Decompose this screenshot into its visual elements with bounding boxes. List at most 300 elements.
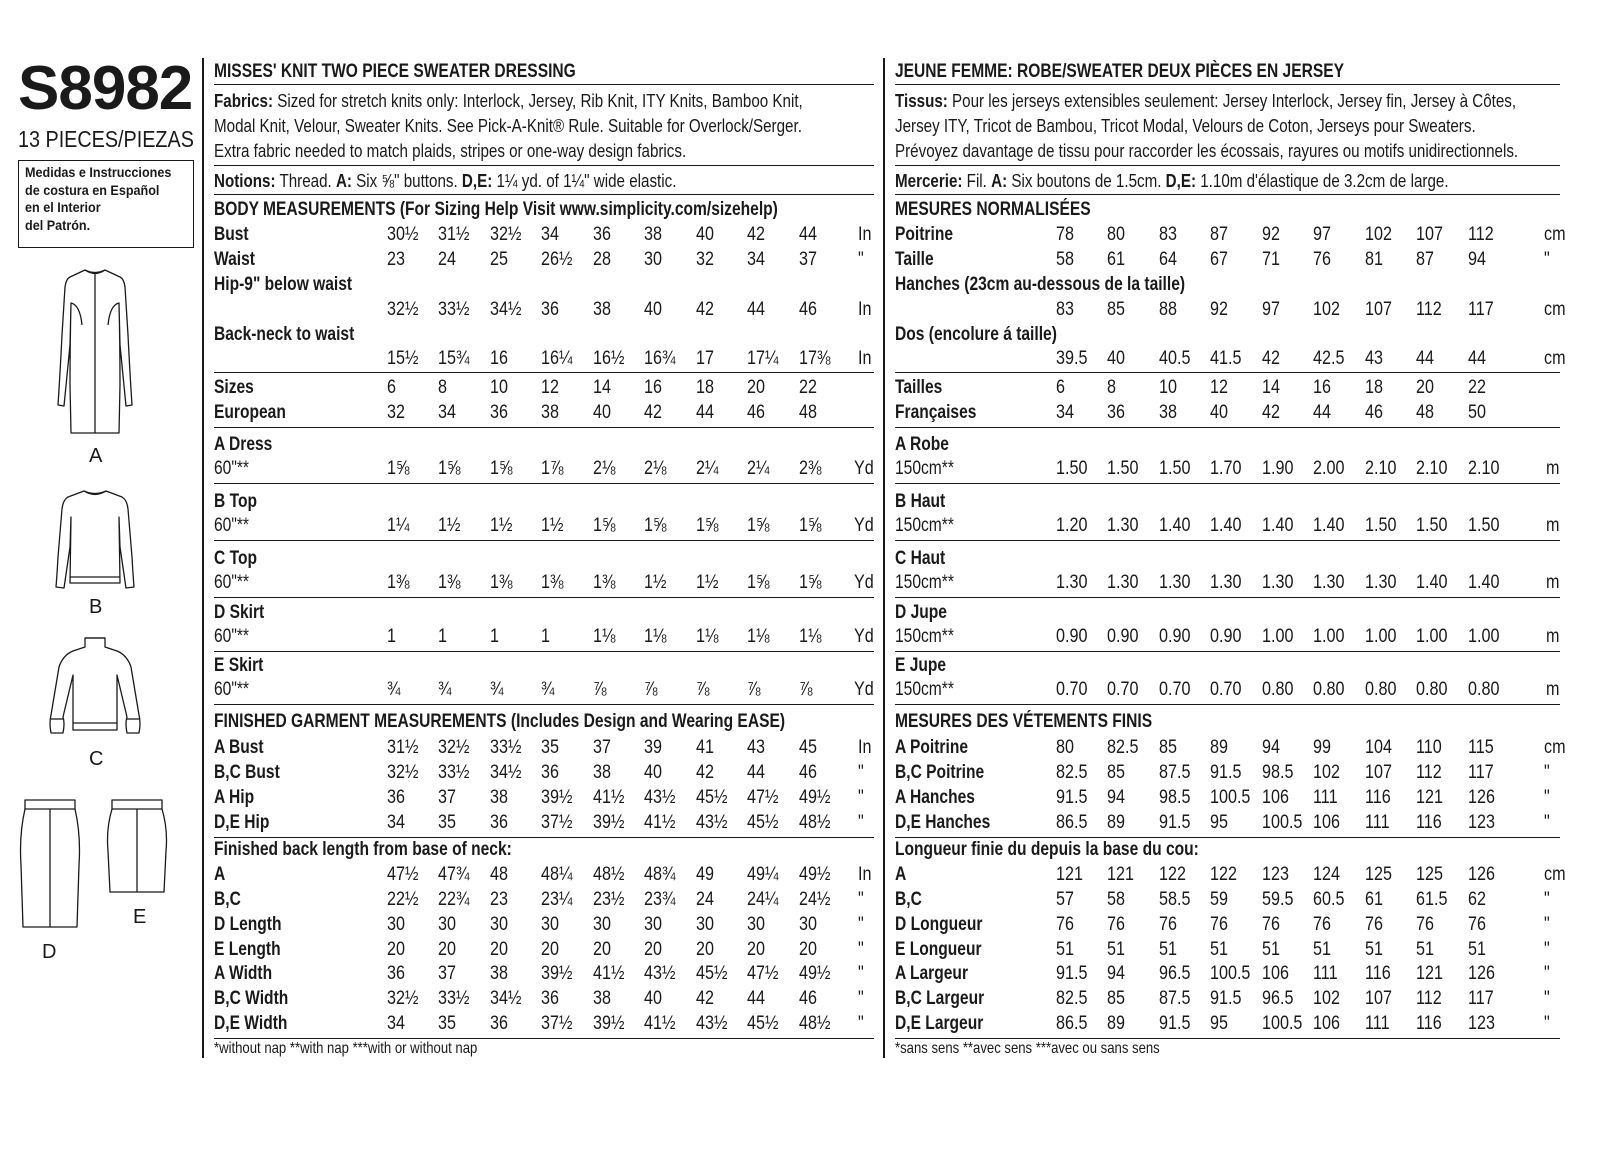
divider-rule [214, 165, 874, 166]
yardage-value: 1⅜ [593, 572, 616, 593]
row-label: European [214, 402, 286, 423]
cell-value: 36 [541, 299, 559, 320]
cell-value: 35 [438, 1013, 456, 1034]
cell-value: 76 [1468, 914, 1486, 935]
cell-value: 121 [1416, 963, 1443, 984]
cell-value: 61 [1107, 249, 1125, 270]
cell-value: 111 [1365, 1013, 1390, 1034]
cell-value: 16 [490, 348, 508, 369]
cell-value: 126 [1468, 864, 1495, 885]
yardage-fabric-width: 150cm** [895, 515, 954, 536]
yardage-value: 2.10 [1365, 458, 1397, 479]
yardage-value: 1.40 [1468, 572, 1500, 593]
cell-value: 43 [1365, 348, 1383, 369]
yardage-value: 0.80 [1262, 679, 1294, 700]
row-label: A [214, 864, 226, 885]
cell-value: 20 [438, 939, 456, 960]
notions-a-text: Six boutons de 1.5cm. [1007, 170, 1166, 191]
row-label: Sizes [214, 377, 254, 398]
yardage-value: 1 [541, 626, 550, 647]
yardage-value: 1.30 [1210, 572, 1242, 593]
view-label-e: E [133, 906, 147, 928]
cell-value: 40.5 [1159, 348, 1191, 369]
divider-rule [895, 597, 1560, 598]
cell-value: 126 [1468, 963, 1495, 984]
spanish-note-line: Medidas e Instrucciones [25, 164, 172, 180]
yardage-value: 1½ [541, 515, 564, 536]
yardage-value: 2¼ [747, 458, 770, 479]
notions-a-label: A: [335, 170, 352, 191]
cell-value: 17⅜ [799, 348, 831, 369]
unit-label: " [1544, 963, 1550, 984]
notions-de-label: D,E: [1165, 170, 1197, 191]
cell-value: 30 [387, 914, 405, 935]
pieces-count: 13 PIECES/PIEZAS [18, 126, 194, 152]
cell-value: 58 [1107, 889, 1125, 910]
cell-value: 37½ [541, 1013, 573, 1034]
row-label: E Length [214, 939, 281, 960]
cell-value: 49½ [799, 864, 831, 885]
cell-value: 28 [593, 249, 611, 270]
yardage-value: 1⅝ [747, 515, 770, 536]
row-label: A Width [214, 963, 273, 984]
cell-value: 85 [1107, 988, 1125, 1009]
fabrics-line [895, 113, 1518, 138]
cell-value: 96.5 [1262, 988, 1294, 1009]
cell-value: 98.5 [1159, 787, 1191, 808]
cell-value: 45½ [747, 812, 779, 833]
cell-value: 97 [1262, 299, 1280, 320]
notions-text: Fil. [962, 170, 992, 191]
cell-value: 102 [1313, 988, 1340, 1009]
fabrics-paragraph [214, 88, 803, 163]
cell-value: 49¼ [747, 864, 779, 885]
cell-value: 14 [1262, 377, 1280, 398]
cell-value: 32½ [438, 737, 470, 758]
cell-value: 42 [1262, 348, 1280, 369]
row-label: B,C Width [214, 988, 289, 1009]
pattern-number: S8982 [18, 54, 193, 123]
unit-label: In [858, 348, 872, 369]
yardage-value: 1 [438, 626, 447, 647]
cell-value: 16¼ [541, 348, 573, 369]
yardage-value: ¾ [541, 679, 555, 700]
row-label: Bust [214, 224, 249, 245]
row-label: E Longueur [895, 939, 982, 960]
yardage-value: 1 [490, 626, 499, 647]
row-label: Tailles [895, 377, 943, 398]
cell-value: 58.5 [1159, 889, 1191, 910]
yardage-value: 1.50 [1159, 458, 1191, 479]
cell-value: 39.5 [1056, 348, 1088, 369]
cell-value: 115 [1468, 737, 1494, 758]
cell-value: 125 [1416, 864, 1443, 885]
row-label: Poitrine [895, 224, 954, 245]
yardage-value: 0.80 [1365, 679, 1397, 700]
fabrics-text: Modal Knit, Velour, Sweater Knits. See Pick-A-Knit® Rule. Suitable for Overlock/Serger. [214, 115, 802, 136]
fabrics-line [895, 88, 1518, 113]
cell-value: 38 [593, 299, 611, 320]
unit-label: " [858, 812, 864, 833]
yardage-value: 1⅞ [541, 458, 564, 479]
row-label: Dos (encolure á taille) [895, 324, 1057, 345]
divider-rule [214, 372, 874, 373]
yardage-value: 1.20 [1056, 515, 1088, 536]
cell-value: 92 [1210, 299, 1228, 320]
yardage-value: 0.70 [1159, 679, 1191, 700]
cell-value: 12 [1210, 377, 1228, 398]
view-b-top-illustration [40, 487, 150, 595]
unit-label: cm [1544, 224, 1566, 245]
yardage-fabric-width: 150cm** [895, 626, 954, 647]
yardage-value: 1.50 [1365, 515, 1397, 536]
cell-value: 45½ [696, 787, 728, 808]
cell-value: 87.5 [1159, 762, 1191, 783]
cell-value: 48 [1416, 402, 1434, 423]
cell-value: 39½ [593, 1013, 625, 1034]
yardage-value: 1½ [438, 515, 461, 536]
cell-value: 38 [644, 224, 662, 245]
yardage-value: 1.30 [1107, 515, 1139, 536]
row-label: Waist [214, 249, 255, 270]
cell-value: 94 [1107, 963, 1125, 984]
cell-value: 48½ [799, 1013, 831, 1034]
cell-value: 37½ [541, 812, 573, 833]
yardage-fabric-width: 60"** [214, 572, 249, 593]
cell-value: 37 [438, 787, 456, 808]
yardage-value: ¾ [438, 679, 452, 700]
cell-value: 71 [1262, 249, 1280, 270]
view-a-dress-illustration [40, 265, 150, 440]
cell-value: 85 [1159, 737, 1177, 758]
divider-rule [895, 165, 1560, 166]
cell-value: 89 [1107, 1013, 1125, 1034]
yardage-value: 0.90 [1210, 626, 1242, 647]
yardage-value: 1⅝ [593, 515, 616, 536]
cell-value: 43 [747, 737, 765, 758]
yardage-view-label: A Robe [895, 434, 949, 455]
cell-value: 30½ [387, 224, 419, 245]
unit-label: " [858, 762, 864, 783]
cell-value: 49½ [799, 787, 831, 808]
cell-value: 17 [696, 348, 714, 369]
yardage-value: 1.50 [1107, 458, 1139, 479]
cell-value: 12 [541, 377, 559, 398]
cell-value: 6 [387, 377, 396, 398]
notions-paragraph [895, 168, 1449, 193]
yardage-value: 1⅝ [747, 572, 770, 593]
cell-value: 30 [644, 249, 662, 270]
yardage-value: 1.40 [1159, 515, 1191, 536]
cell-value: 42 [747, 224, 765, 245]
yardage-value: 1.00 [1365, 626, 1397, 647]
spanish-note [18, 160, 194, 248]
notions-de-label: D,E: [461, 170, 493, 191]
cell-value: 95 [1210, 812, 1228, 833]
cell-value: 20 [696, 939, 714, 960]
cell-value: 34½ [490, 988, 522, 1009]
fabrics-text: Extra fabric needed to match plaids, stripes or one-way design fabrics. [214, 140, 687, 161]
row-label: A Hip [214, 787, 255, 808]
cell-value: 87 [1210, 224, 1228, 245]
cell-value: 51 [1262, 939, 1280, 960]
cell-value: 46 [799, 299, 817, 320]
cell-value: 61 [1365, 889, 1383, 910]
cell-value: 34 [387, 1013, 405, 1034]
cell-value: 17¼ [747, 348, 779, 369]
row-label: Taille [895, 249, 934, 270]
unit-label: " [858, 889, 864, 910]
yardage-value: 1⅝ [799, 572, 822, 593]
cell-value: 31½ [387, 737, 419, 758]
divider-rule [214, 651, 874, 652]
yardage-value: 1⅝ [644, 515, 667, 536]
cell-value: 30 [644, 914, 662, 935]
cell-value: 32 [696, 249, 714, 270]
yardage-value: 1.70 [1210, 458, 1242, 479]
cell-value: 47½ [747, 963, 779, 984]
unit-label: " [1544, 939, 1550, 960]
yardage-unit: Yd [854, 679, 874, 700]
cell-value: 44 [747, 988, 765, 1009]
cell-value: 33½ [438, 762, 470, 783]
unit-label: " [1544, 988, 1550, 1009]
yardage-value: 0.80 [1313, 679, 1345, 700]
view-d-skirt-illustration [15, 795, 85, 935]
cell-value: 82.5 [1056, 988, 1088, 1009]
cell-value: 100.5 [1262, 812, 1303, 833]
notions-label: Notions: [214, 170, 276, 191]
cell-value: 45 [799, 737, 817, 758]
fabrics-line [895, 138, 1518, 163]
cell-value: 41.5 [1210, 348, 1242, 369]
cell-value: 102 [1365, 224, 1392, 245]
cell-value: 111 [1313, 787, 1338, 808]
divider-rule [214, 704, 874, 705]
fabrics-text: Sized for stretch knits only: Interlock, Jersey, Rib Knit, ITY Knits, Bamboo Knit, [277, 90, 803, 111]
yardage-value: ⅞ [644, 679, 658, 700]
cell-value: 40 [644, 988, 662, 1009]
yardage-value: 1½ [644, 572, 667, 593]
fabrics-text: Prévoyez davantage de tissu pour raccorder les écossais, rayures ou motifs unidirectionnels. [895, 140, 1519, 161]
yardage-value: 1⅛ [799, 626, 822, 647]
cell-value: 32 [387, 402, 405, 423]
footnote: *sans sens **avec sens ***avec ou sans sens [895, 1040, 1160, 1057]
cell-value: 33½ [490, 737, 522, 758]
yardage-unit: m [1546, 679, 1560, 700]
notions-text: Thread. [275, 170, 336, 191]
cell-value: 112 [1416, 299, 1442, 320]
cell-value: 24 [696, 889, 714, 910]
cell-value: 34½ [490, 299, 522, 320]
yardage-value: 1⅝ [696, 515, 719, 536]
row-label: A Largeur [895, 963, 969, 984]
unit-label: In [858, 864, 872, 885]
cell-value: 43½ [696, 812, 728, 833]
yardage-value: 0.70 [1210, 679, 1242, 700]
unit-label: In [858, 737, 872, 758]
cell-value: 33½ [438, 988, 470, 1009]
cell-value: 30 [696, 914, 714, 935]
unit-label: " [858, 988, 864, 1009]
cell-value: 81 [1365, 249, 1383, 270]
cell-value: 38 [490, 787, 508, 808]
yardage-value: 1.30 [1262, 572, 1294, 593]
cell-value: 20 [490, 939, 508, 960]
divider-rule [214, 483, 874, 484]
cell-value: 76 [1262, 914, 1280, 935]
cell-value: 46 [799, 988, 817, 1009]
row-label: D,E Width [214, 1013, 288, 1034]
cell-value: 59 [1210, 889, 1228, 910]
cell-value: 97 [1313, 224, 1331, 245]
section-title: MISSES' KNIT TWO PIECE SWEATER DRESSING [214, 61, 576, 82]
row-label: B,C [214, 889, 241, 910]
divider-rule [895, 427, 1560, 428]
cell-value: 88 [1159, 299, 1177, 320]
yardage-value: 0.80 [1468, 679, 1500, 700]
yardage-unit: m [1546, 515, 1560, 536]
cell-value: 36 [1107, 402, 1125, 423]
cell-value: 40 [1210, 402, 1228, 423]
cell-value: 45½ [696, 963, 728, 984]
unit-label: " [858, 963, 864, 984]
yardage-value: ⅞ [593, 679, 607, 700]
notions-de-text: 1.10m d'élastique de 3.2cm de large. [1196, 170, 1449, 191]
yardage-value: ⅞ [747, 679, 761, 700]
cell-value: 22 [799, 377, 817, 398]
cell-value: 58 [1056, 249, 1074, 270]
cell-value: 49½ [799, 963, 831, 984]
cell-value: 48 [490, 864, 508, 885]
cell-value: 100.5 [1262, 1013, 1303, 1034]
cell-value: 36 [490, 1013, 508, 1034]
body-measurements-header: BODY MEASUREMENTS (For Sizing Help Visit www.simplicity.com/sizehelp) [214, 199, 778, 220]
yardage-unit: Yd [854, 572, 874, 593]
cell-value: 51 [1107, 939, 1125, 960]
cell-value: 34 [541, 224, 559, 245]
row-label: Hanches (23cm au-dessous de la taille) [895, 274, 1186, 295]
yardage-value: 2⅛ [644, 458, 667, 479]
cell-value: 44 [696, 402, 714, 423]
yardage-value: 1.00 [1468, 626, 1500, 647]
cell-value: 107 [1365, 988, 1392, 1009]
unit-label: " [1544, 889, 1550, 910]
cell-value: 20 [799, 939, 817, 960]
cell-value: 16¾ [644, 348, 676, 369]
cell-value: 123 [1262, 864, 1289, 885]
cell-value: 36 [490, 402, 508, 423]
cell-value: 48½ [799, 812, 831, 833]
yardage-value: 1.50 [1468, 515, 1500, 536]
yardage-view-label: C Haut [895, 548, 946, 569]
cell-value: 117 [1468, 762, 1494, 783]
yardage-value: 0.90 [1056, 626, 1088, 647]
cell-value: 100.5 [1210, 963, 1251, 984]
cell-value: 76 [1313, 249, 1331, 270]
divider-rule [214, 597, 874, 598]
yardage-value: 0.90 [1159, 626, 1191, 647]
divider-rule [214, 84, 874, 85]
yardage-value: ¾ [387, 679, 401, 700]
cell-value: 116 [1416, 812, 1442, 833]
yardage-value: 1⅛ [747, 626, 770, 647]
cell-value: 37 [438, 963, 456, 984]
yardage-value: 1.40 [1416, 572, 1448, 593]
fabrics-line [214, 88, 803, 113]
yardage-view-label: B Haut [895, 491, 946, 512]
finished-measurements-header: FINISHED GARMENT MEASUREMENTS (Includes Design and Wearing EASE) [214, 711, 786, 732]
yardage-fabric-width: 60"** [214, 679, 249, 700]
row-label: A Poitrine [895, 737, 969, 758]
yardage-value: 1.50 [1056, 458, 1088, 479]
yardage-value: 1⅝ [799, 515, 822, 536]
cell-value: 49 [696, 864, 714, 885]
cell-value: 32½ [387, 762, 419, 783]
unit-label: " [1544, 812, 1550, 833]
cell-value: 23 [490, 889, 508, 910]
cell-value: 44 [799, 224, 817, 245]
cell-value: 117 [1468, 988, 1494, 1009]
cell-value: 116 [1365, 787, 1391, 808]
row-label: D,E Hip [214, 812, 270, 833]
cell-value: 43½ [644, 787, 676, 808]
cell-value: 42 [1262, 402, 1280, 423]
view-c-top-illustration [35, 635, 155, 745]
cell-value: 43½ [696, 1013, 728, 1034]
row-label: B,C Bust [214, 762, 280, 783]
cell-value: 76 [1159, 914, 1177, 935]
cell-value: 76 [1107, 914, 1125, 935]
yardage-view-label: E Jupe [895, 655, 947, 676]
cell-value: 20 [1416, 377, 1434, 398]
cell-value: 111 [1313, 963, 1338, 984]
cell-value: 44 [1313, 402, 1331, 423]
cell-value: 16½ [593, 348, 625, 369]
row-label: B,C Poitrine [895, 762, 985, 783]
cell-value: 34 [438, 402, 456, 423]
notions-label: Mercerie: [895, 170, 963, 191]
cell-value: 40 [644, 762, 662, 783]
cell-value: 16 [644, 377, 662, 398]
divider-center [883, 58, 885, 1058]
yardage-value: 1.50 [1416, 515, 1448, 536]
unit-label: cm [1544, 864, 1566, 885]
cell-value: 35 [438, 812, 456, 833]
cell-value: 34 [387, 812, 405, 833]
view-label-a: A [89, 445, 103, 467]
yardage-value: 1⅜ [490, 572, 513, 593]
cell-value: 107 [1365, 762, 1392, 783]
cell-value: 34 [1056, 402, 1074, 423]
notions-de-text: 1¼ yd. of 1¼" wide elastic. [492, 170, 677, 191]
view-e-skirt-illustration [100, 795, 175, 900]
cell-value: 8 [1107, 377, 1116, 398]
cell-value: 38 [593, 762, 611, 783]
cell-value: 20 [593, 939, 611, 960]
cell-value: 59.5 [1262, 889, 1294, 910]
cell-value: 51 [1313, 939, 1331, 960]
cell-value: 91.5 [1210, 988, 1242, 1009]
yardage-unit: Yd [854, 458, 874, 479]
fabrics-label: Tissus: [895, 90, 948, 111]
cell-value: 102 [1313, 299, 1340, 320]
cell-value: 20 [747, 939, 765, 960]
cell-value: 22½ [387, 889, 419, 910]
notions-a-text: Six ⅝" buttons. [351, 170, 462, 191]
yardage-value: 2.10 [1468, 458, 1500, 479]
row-label: A Bust [214, 737, 264, 758]
